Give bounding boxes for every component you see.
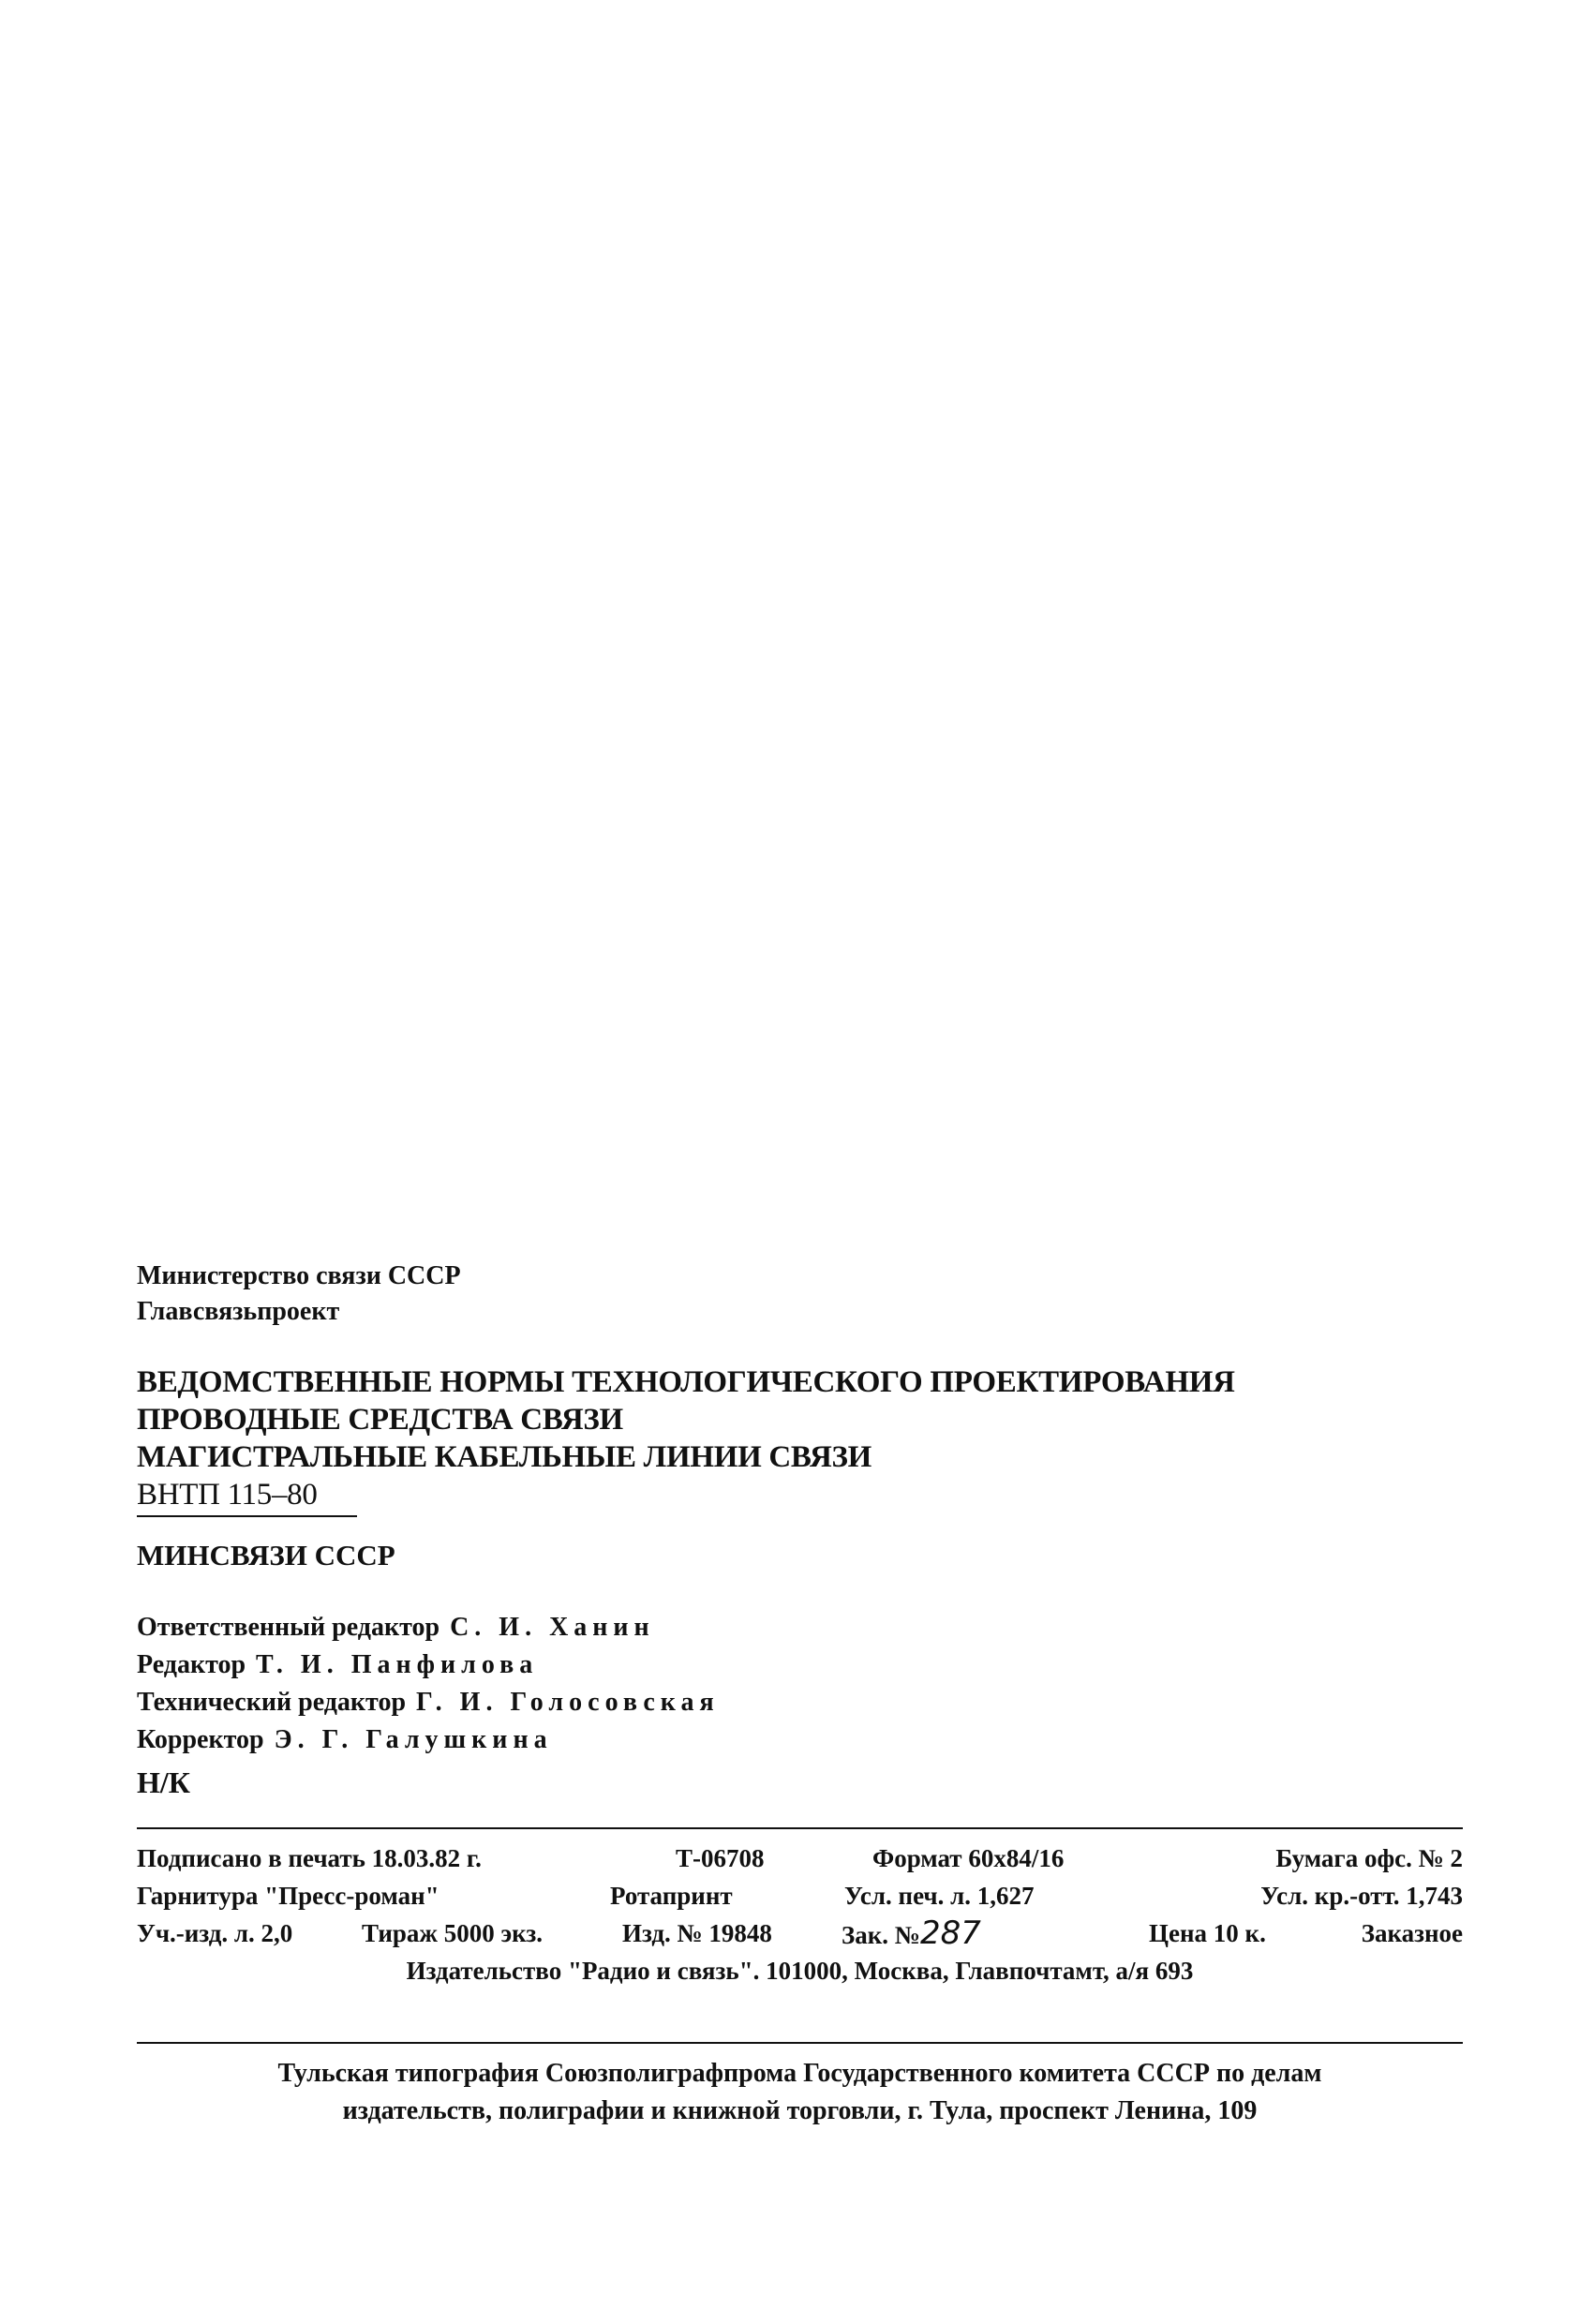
title-line-3: МАГИСТРАЛЬНЫЕ КАБЕЛЬНЫЕ ЛИНИИ СВЯЗИ	[137, 1440, 872, 1474]
printer-line-2: издательств, полиграфии и книжной торговли, г. Тула, проспект Ленина, 109	[342, 2096, 1258, 2125]
publisher-address: Издательство "Радио и связь". 101000, Москва, Главпочтамт, а/я 693	[406, 1957, 1194, 1985]
printer-line-1: Тульская типография Союзполиграфпрома Государственного комитета СССР по делам	[277, 2059, 1322, 2088]
credit-name: Г. И. Голосовская	[416, 1688, 720, 1717]
print-sheets: Усл. печ. л. 1,627	[844, 1882, 1035, 1910]
imprint-row	[137, 1914, 1463, 1952]
short-divider	[137, 1515, 357, 1517]
edition-number: Изд. № 19848	[622, 1919, 772, 1947]
imprint-block	[137, 1840, 1463, 1989]
printer-block	[137, 2055, 1463, 2130]
credits-list	[137, 1609, 720, 1759]
credit-role: Ответственный редактор	[137, 1613, 440, 1642]
credit-role: Редактор	[137, 1650, 246, 1679]
credit-name: С. И. Ханин	[450, 1613, 655, 1642]
publisher-block	[137, 1259, 461, 1330]
imprint-top-divider	[137, 1827, 1463, 1829]
order-label: Зак. №	[842, 1921, 920, 1949]
order-number	[842, 1914, 981, 1954]
paper-type: Бумага офс. № 2	[1275, 1844, 1463, 1872]
paper-format: Формат 60х84/16	[872, 1844, 1065, 1872]
order-number-handwritten: 287	[919, 1914, 981, 1952]
title-line-2: ПРОВОДНЫЕ СРЕДСТВА СВЯЗИ	[137, 1403, 623, 1437]
imprint-row	[137, 1840, 1463, 1877]
credit-row	[137, 1684, 720, 1721]
credit-name: Э. Г. Галушкина	[274, 1725, 553, 1754]
t-number: Т-06708	[676, 1844, 765, 1872]
print-run: Тираж 5000 экз.	[362, 1919, 543, 1947]
document-title	[137, 1363, 1235, 1513]
color-prints: Усл. кр.-отт. 1,743	[1260, 1882, 1463, 1910]
institute-name: Главсвязьпроект	[137, 1297, 340, 1326]
credit-row	[137, 1646, 720, 1684]
standard-code: ВНТП 115–80	[137, 1478, 318, 1512]
issuer: МИНСВЯЗИ СССР	[137, 1539, 395, 1572]
nk-mark: Н/К	[137, 1765, 190, 1799]
title-line-1: ВЕДОМСТВЕННЫЕ НОРМЫ ТЕХНОЛОГИЧЕСКОГО ПРОЕКТИРОВАНИЯ	[137, 1365, 1235, 1399]
credit-role: Корректор	[137, 1725, 264, 1754]
credit-role: Технический редактор	[137, 1688, 407, 1717]
credit-name: Т. И. Панфилова	[256, 1650, 539, 1679]
order-type: Заказное	[1361, 1919, 1463, 1947]
credit-row	[137, 1609, 720, 1646]
credit-row	[137, 1721, 720, 1759]
signed-date: Подписано в печать 18.03.82 г.	[137, 1844, 482, 1872]
price: Цена 10 к.	[1149, 1919, 1266, 1947]
imprint-bottom-divider	[137, 2042, 1463, 2044]
edit-sheets: Уч.-изд. л. 2,0	[137, 1919, 293, 1947]
ministry-name: Министерство связи СССР	[137, 1261, 461, 1290]
typeface: Гарнитура "Пресс-роман"	[137, 1882, 439, 1910]
imprint-row	[137, 1877, 1463, 1914]
print-method: Ротапринт	[610, 1882, 733, 1910]
